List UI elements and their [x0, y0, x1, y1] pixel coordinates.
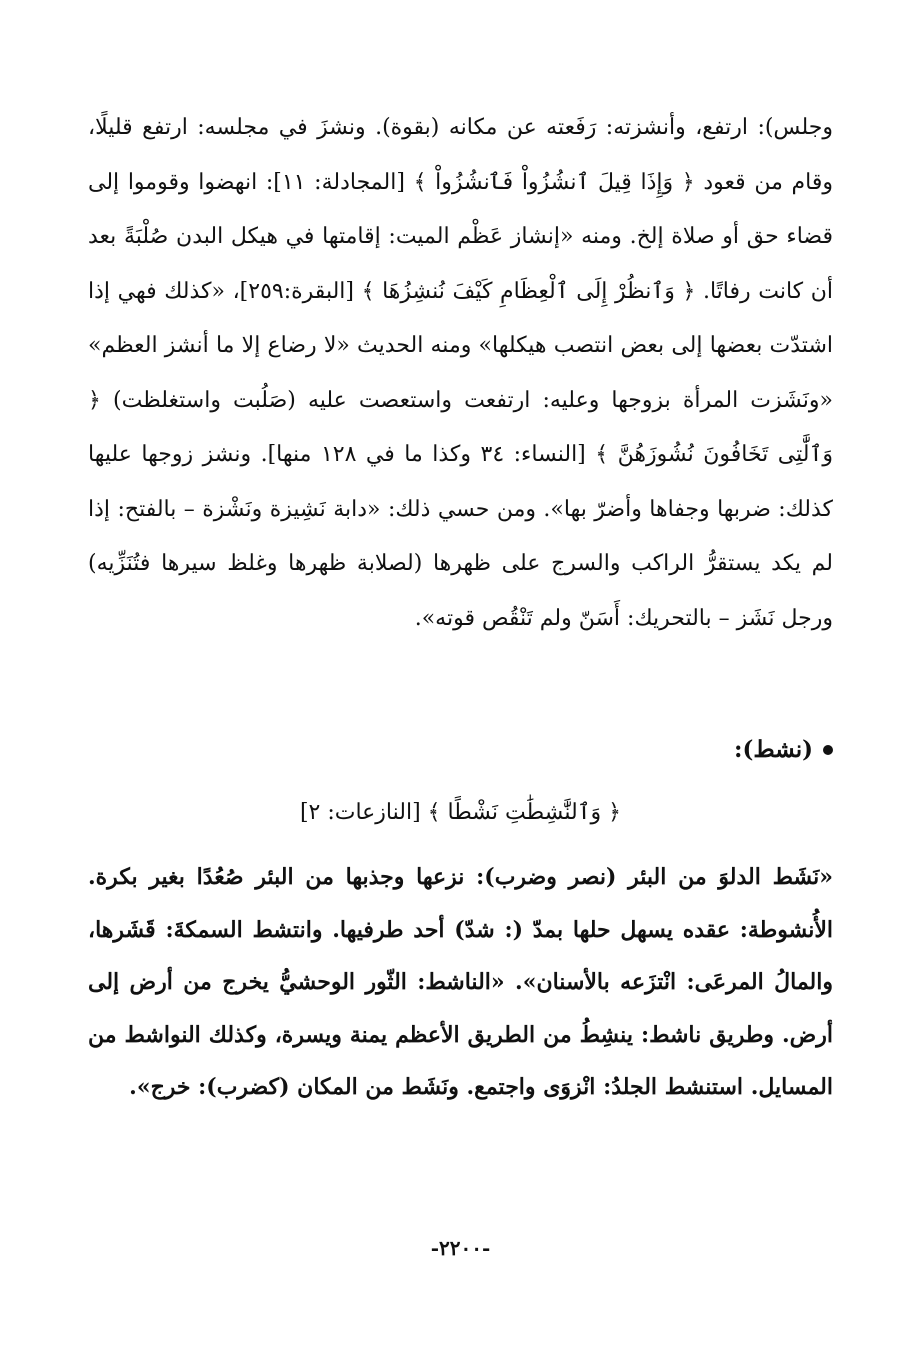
- page-number: -٢٢٠٠-: [430, 1236, 491, 1260]
- paragraph-nashata: «نَشَط الدلوَ من البئر (نصر وضرب): نزعها وجذبها من البئر صُعُدًا بغير بكرة. الأُنشوطة: عقده يسهل حلها بمدّ (: شدّ) أحد طرفيها. وانتشط السمكةَ: قَشَرها، والمالُ المرعَى: انْتزَعه بالأسنان». «الناشط: الثّور الوحشيُّ يخرج من أرض إلى أرض. وطريق ناشط: ينشِطُ من الطريق الأعظم يمنة ويسرة، وكذلك النواشط من المسايل. استنشط الجلدُ: انْزوَى واجتمع. ونَشَط من المكان (كضرب): خرج».: [88, 864, 833, 1100]
- bullet-icon: [823, 745, 833, 755]
- quran-verse: ﴿ وَٱلنَّٰشِطَٰتِ نَشْطًا ﴾ [النازعات: ٢]: [299, 800, 622, 825]
- entry-heading: [734, 736, 833, 763]
- paragraph-nashaza: وجلس): ارتفع، وأنشزته: رَفَعته عن مكانه (بقوة). ونشزَ في مجلسه: ارتفع قليلًا، وقام من قعود ﴿ وَإِذَا قِيلَ ٱنشُزُواْ فَٱنشُزُواْ ﴾ [المجادلة: ١١]: انهضوا وقوموا إلى قضاء حق أو صلاة إلخ. ومنه «إنشاز عَظْم الميت: إقامتها في هيكل البدن صُلْبَةً بعد أن كانت رفاتًا. ﴿ وَٱنظُرْ إِلَى ٱلْعِظَامِ كَيْفَ نُنشِزُهَا ﴾ [البقرة:٢٥٩]، «كذلك فهي إذا اشتدّت بعضها إلى بعض انتصب هيكلها» ومنه الحديث «لا رضاع إلا ما أنشز العظم» «ونَشَزت المرأة بزوجها وعليه: ارتفعت واستعصت عليه (صَلُبت واستغلظت) ﴿ وَٱلَّٰتِى تَخَافُونَ نُشُوزَهُنَّ ﴾ [النساء: ٣٤ وكذا ما في ١٢٨ منها]. ونشز زوجها عليها كذلك: ضربها وجفاها وأضرّ بها». ومن حسي ذلك: «دابة نَشِيزة ونَشْزة – بالفتح: إذا لم يكد يستقرُّ الراكب والسرج على ظهرها (لصلابة ظهرها وغلظ سيرها فتُنَزِّيه) ورجل نَشَز – بالتحريك: أَسَنّ ولم تَنْقُص قوته».: [88, 115, 834, 631]
- entry-heading-text: (نشط):: [733, 736, 813, 763]
